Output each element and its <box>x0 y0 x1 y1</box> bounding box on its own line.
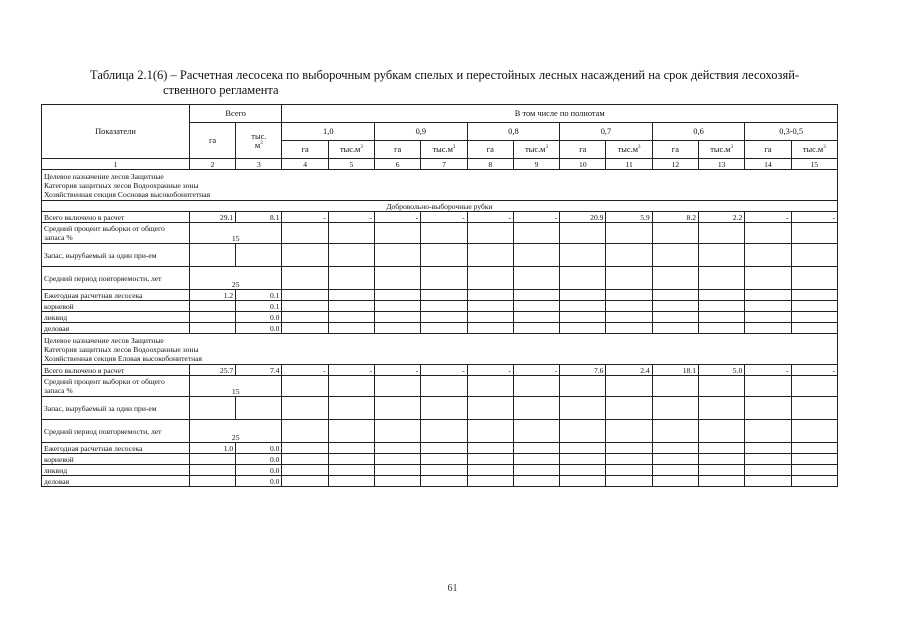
col-number: 6 <box>375 159 421 170</box>
col-number: 3 <box>236 159 282 170</box>
cell: 0.0 <box>236 443 282 454</box>
col-number: 10 <box>560 159 606 170</box>
table-row <box>42 244 838 267</box>
unit-ha: га <box>652 141 698 159</box>
row-label: ликвид <box>42 312 190 323</box>
cell: 8.1 <box>236 212 282 223</box>
row-label: корневой <box>42 301 190 312</box>
cell: 25.7 <box>189 365 235 376</box>
table-row <box>42 365 838 376</box>
row-label: Всего включено в расчет <box>42 365 190 376</box>
table-row <box>42 376 838 397</box>
table-row <box>42 290 838 301</box>
cell: 0.0 <box>236 323 282 334</box>
cell: 0.0 <box>236 465 282 476</box>
cell: - <box>791 212 837 223</box>
cell: - <box>513 212 559 223</box>
row-label: деловая <box>42 323 190 334</box>
cell: 0.0 <box>236 312 282 323</box>
cell: 8.2 <box>652 212 698 223</box>
cell: 7.6 <box>560 365 606 376</box>
cell: 2.2 <box>699 212 745 223</box>
row-label: Запас, вырубаемый за один при-ем <box>42 244 190 267</box>
unit-m3: $тыс.м^3$ <box>606 141 652 159</box>
header-density-4: 0,7 <box>560 123 653 141</box>
cell: 5.9 <box>606 212 652 223</box>
row-label: Средний процент выборки от общего запаса % <box>42 223 190 244</box>
cell: 1.0 <box>189 443 235 454</box>
cell: 0.0 <box>236 476 282 487</box>
unit-ha: га <box>375 141 421 159</box>
row-label: Средний период повторяемости, лет <box>42 420 190 443</box>
cell: 0.1 <box>236 301 282 312</box>
cell: - <box>467 365 513 376</box>
section-economic: Хозяйственная секция Сосновая высокобонитетная <box>44 189 211 199</box>
table-row <box>42 301 838 312</box>
unit-ha: га <box>467 141 513 159</box>
cell: 15 <box>189 376 282 397</box>
cell: - <box>328 365 374 376</box>
header-total: Всего <box>189 105 282 123</box>
cell: - <box>421 212 467 223</box>
table-row <box>42 397 838 420</box>
unit-ha: га <box>560 141 606 159</box>
header-density-1: 1,0 <box>282 123 375 141</box>
col-number: 5 <box>328 159 374 170</box>
table-row <box>42 323 838 334</box>
row-label: Запас, вырубаемый за один при-ем <box>42 397 190 420</box>
col-number: 9 <box>513 159 559 170</box>
cell: - <box>513 365 559 376</box>
cell: 20.9 <box>560 212 606 223</box>
caption-line-1: Таблица 2.1(6) – Расчетная лесосека по выборочным рубкам спелых и перестойных лесных насаждений на срок действия лесохозяй- <box>90 68 800 82</box>
col-number: 14 <box>745 159 791 170</box>
table-caption <box>90 68 850 98</box>
table-row <box>42 223 838 244</box>
section-info <box>42 334 838 365</box>
cell: - <box>282 212 328 223</box>
col-number: 2 <box>189 159 235 170</box>
felling-type: Добровольно-выборочные рубки <box>42 201 838 212</box>
col-number: 12 <box>652 159 698 170</box>
table-row <box>42 267 838 290</box>
cell: - <box>375 365 421 376</box>
table-row <box>42 312 838 323</box>
header-density-2: 0,9 <box>375 123 468 141</box>
page-number: 61 <box>447 583 458 594</box>
unit-m3: $тыс.м^3$ <box>513 141 559 159</box>
cell: - <box>282 365 328 376</box>
row-label: Средний период повторяемости, лет <box>42 267 190 290</box>
row-label: Ежегодная расчетная лесосека <box>42 443 190 454</box>
cell: - <box>791 365 837 376</box>
row-label: Всего включено в расчет <box>42 212 190 223</box>
unit-ha: га <box>745 141 791 159</box>
cell: - <box>328 212 374 223</box>
column-numbers-row <box>42 159 838 170</box>
cell: 5.0 <box>699 365 745 376</box>
row-label: ликвид <box>42 465 190 476</box>
cell: - <box>375 212 421 223</box>
unit-m3: $тыс.м^3$ <box>328 141 374 159</box>
col-number: 8 <box>467 159 513 170</box>
cell: 2.4 <box>606 365 652 376</box>
unit-m3: $тыс.м^3$ <box>791 141 837 159</box>
row-label: деловая <box>42 476 190 487</box>
row-label: Ежегодная расчетная лесосека <box>42 290 190 301</box>
col-number: 1 <box>42 159 190 170</box>
header-density-6: 0,3-0,5 <box>745 123 838 141</box>
cell: 0.0 <box>236 454 282 465</box>
col-number: 15 <box>791 159 837 170</box>
cell: 25 <box>189 267 282 290</box>
allowable-cut-table <box>41 104 838 487</box>
unit-m3: $тыс.м^3$ <box>699 141 745 159</box>
cell: 15 <box>189 223 282 244</box>
cell: 7.4 <box>236 365 282 376</box>
section-purpose: Целевое назначение лесов Защитные <box>44 335 164 345</box>
col-number: 13 <box>699 159 745 170</box>
header-indicators: Показатели <box>42 105 190 159</box>
section-category: Категория защитных лесов Водоохранные зоны <box>44 344 199 354</box>
col-number: 11 <box>606 159 652 170</box>
cell: - <box>745 212 791 223</box>
cell: 1.2 <box>189 290 235 301</box>
section-info <box>42 170 838 201</box>
col-number: 7 <box>421 159 467 170</box>
row-label: корневой <box>42 454 190 465</box>
table-row <box>42 212 838 223</box>
cell: 0.1 <box>236 290 282 301</box>
cell: - <box>421 365 467 376</box>
section-economic: Хозяйственная секция Еловая высокобонитетная <box>44 353 203 363</box>
caption-line-2: ственного регламента <box>163 83 279 97</box>
section-category: Категория защитных лесов Водоохранные зоны <box>44 180 199 190</box>
unit-m3: $тыс.м^3$ <box>421 141 467 159</box>
table-row <box>42 443 838 454</box>
cell: 29.1 <box>189 212 235 223</box>
header-total-ha: га <box>189 123 235 159</box>
section-purpose: Целевое назначение лесов Защитные <box>44 171 164 181</box>
header-density-3: 0,8 <box>467 123 560 141</box>
header-density-5: 0,6 <box>652 123 745 141</box>
cell: 25 <box>189 420 282 443</box>
table-row <box>42 420 838 443</box>
table-row <box>42 476 838 487</box>
cell: - <box>745 365 791 376</box>
cell: - <box>467 212 513 223</box>
row-label: Средний процент выборки от общего запаса % <box>42 376 190 397</box>
table-row <box>42 465 838 476</box>
unit-ha: га <box>282 141 328 159</box>
header-total-m3: тыс. $м^3$ <box>236 123 282 159</box>
header-by-density: В том числе по полнотам <box>282 105 838 123</box>
cell: 18.1 <box>652 365 698 376</box>
table-row <box>42 454 838 465</box>
col-number: 4 <box>282 159 328 170</box>
